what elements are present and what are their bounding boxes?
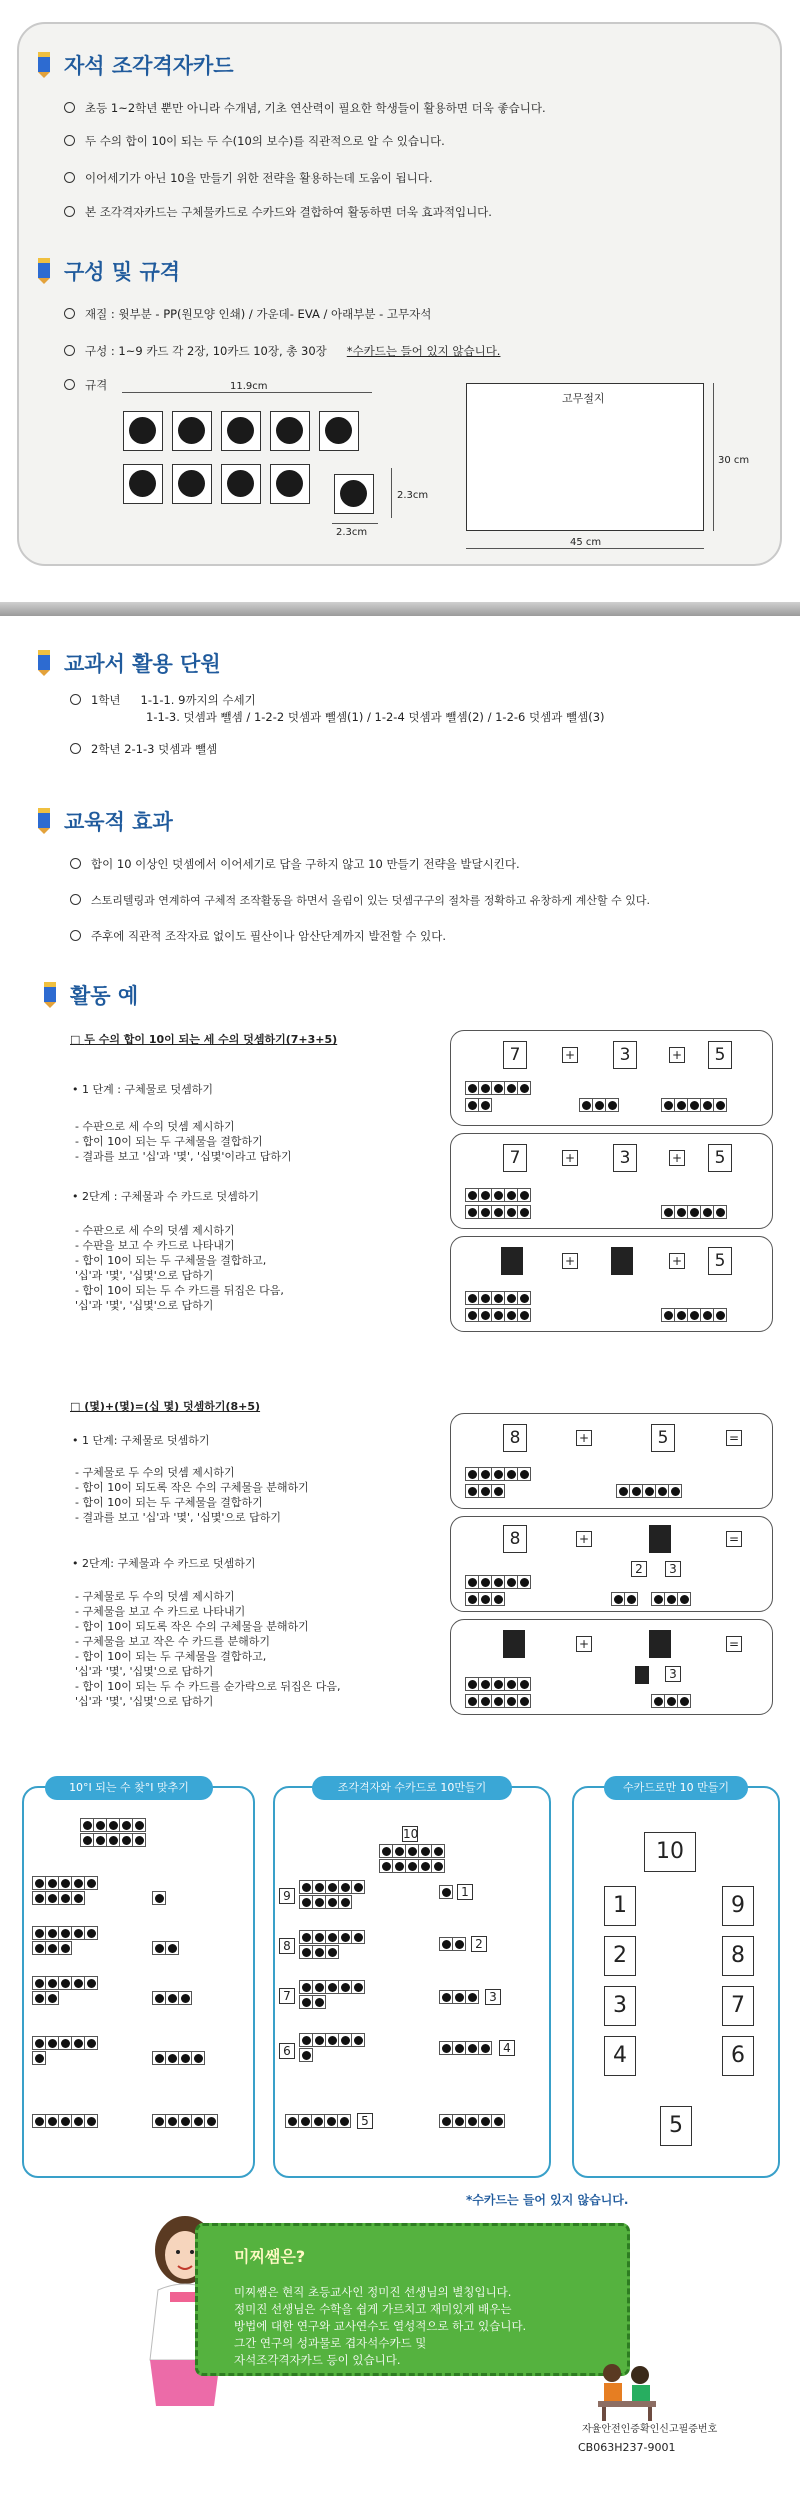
dimension-line xyxy=(122,392,372,393)
dimension-line xyxy=(713,383,714,531)
dot-grid-1 xyxy=(439,1885,452,1899)
material-line: 재질 : 윗부분 - PP(원모양 인쇄) / 가운데- EVA / 아래부분 - 고무자석 xyxy=(64,306,431,322)
grid-cell xyxy=(270,464,310,504)
dot-grid-5 xyxy=(152,2114,217,2128)
plus-card: + xyxy=(669,1253,685,1269)
activity1-panel1 xyxy=(450,1030,773,1126)
number-card: 8 xyxy=(503,1424,527,1452)
pencil-icon xyxy=(34,650,54,676)
dot-grid-1 xyxy=(152,1891,165,1905)
dimension-line xyxy=(391,468,392,518)
dot-grid-3 xyxy=(152,1991,191,2005)
number-card: 5 xyxy=(708,1247,732,1275)
dot-grid-2 xyxy=(439,1937,465,1951)
number-card-ten: 10 xyxy=(644,1832,696,1872)
activity1-panel2 xyxy=(450,1133,773,1229)
activity1-step2-line: - 합이 10이 되는 두 구체물을 결합하고, xyxy=(75,1254,267,1267)
dot-grid-7 xyxy=(32,1991,58,2005)
split-card: 2 xyxy=(631,1561,647,1577)
section-title-effect xyxy=(34,806,173,836)
cert-number: CB063H237-9001 xyxy=(578,2441,676,2454)
grid-cell xyxy=(319,411,359,451)
dot-grid-3 xyxy=(651,1592,690,1606)
activity2-step2: • 2단계: 구체물과 수 카드로 덧셈하기 xyxy=(72,1557,256,1570)
split-card: 3 xyxy=(665,1666,681,1682)
col-number-only-title: 수카드로만 10 만들기 xyxy=(604,1776,748,1800)
dot-grid-7 xyxy=(465,1081,530,1095)
flipped-card xyxy=(503,1630,525,1658)
dot-grid-6 xyxy=(32,2051,45,2065)
pencil-icon xyxy=(34,52,54,78)
equals-card: = xyxy=(726,1430,742,1446)
activity1-step2: • 2단계 : 구체물과 수 카드로 덧셈하기 xyxy=(72,1190,259,1203)
activity2-step1-line: - 구체물로 두 수의 덧셈 제시하기 xyxy=(75,1466,235,1479)
dot-grid-7 xyxy=(299,1980,364,1994)
activity2-step2-line: - 구체물을 보고 작은 수 카드를 분해하기 xyxy=(75,1635,270,1648)
split-card: 3 xyxy=(665,1561,681,1577)
composition-line: 구성 : 1~9 카드 각 2장, 10카드 10장, 총 30장 *수카드는 들어 있지 않습니다. xyxy=(64,343,500,359)
number-card: 1 xyxy=(457,1884,473,1900)
grid-cell xyxy=(270,411,310,451)
plus-card: + xyxy=(669,1047,685,1063)
cert-label: 자율안전인증확인신고필증번호 xyxy=(582,2424,718,2435)
profile-text-line: 미찌쌤은 현직 초등교사인 정미진 선생님의 별칭입니다. xyxy=(234,2285,512,2299)
equals-card: = xyxy=(726,1531,742,1547)
dot-grid-10 xyxy=(80,1833,145,1847)
pencil-icon xyxy=(34,258,54,284)
grid-cell xyxy=(221,464,261,504)
number-card: 6 xyxy=(279,2043,295,2059)
activity1-panel3 xyxy=(450,1236,773,1332)
rubber-sheet xyxy=(466,383,704,531)
activity1-step1-line: - 결과를 보고 '십'과 '몇', '십몇'이라고 답하기 xyxy=(75,1150,292,1163)
number-card: 9 xyxy=(279,1888,295,1904)
plus-card: + xyxy=(576,1430,592,1446)
dot-grid-9 xyxy=(32,1876,97,1890)
activity2-step1: • 1 단계: 구체물로 덧셈하기 xyxy=(72,1434,210,1447)
col-grid-number-panel xyxy=(273,1786,551,2178)
number-card: 9 xyxy=(722,1886,754,1926)
students-illustration xyxy=(592,2355,662,2425)
number-card: 8 xyxy=(503,1525,527,1553)
number-card: 4 xyxy=(499,2040,515,2056)
section-title-text: 구성 및 규격 xyxy=(64,260,181,284)
number-card: 8 xyxy=(279,1938,295,1954)
dot-grid-3 xyxy=(651,1694,690,1708)
spec-line: 규격 xyxy=(64,377,107,393)
dimension-small-width: 2.3cm xyxy=(336,527,368,538)
profile-text-line: 정미진 선생님은 수학을 쉽게 가르치고 재미있게 배우는 xyxy=(234,2302,512,2316)
dot-grid-8 xyxy=(32,1941,71,1955)
section-title-textbook xyxy=(34,648,221,678)
grade1-units: 1-1-3. 덧셈과 뺄셈 / 1-2-2 덧셈과 뺄셈(1) / 1-2-4 덧셈과 뺄셈(2) / 1-2-6 덧셈과 뺄셈(3) xyxy=(146,710,605,724)
profile-box xyxy=(195,2223,630,2376)
dot-grid-8 xyxy=(465,1467,530,1481)
number-card: 7 xyxy=(503,1144,527,1172)
profile-text-line: 방법에 대한 연구와 교사연수도 열성적으로 하고 있습니다. xyxy=(234,2319,527,2333)
number-card: 2 xyxy=(471,1936,487,1952)
dot-grid-9 xyxy=(299,1895,351,1909)
dot-grid-8 xyxy=(465,1484,504,1498)
activity1-step1-line: - 수판으로 세 수의 덧셈 제시하기 xyxy=(75,1120,235,1133)
profile-text xyxy=(234,2284,526,2369)
activity2-step2-line: - 합이 10이 되는 두 수 카드를 순가락으로 뒤집은 다음, xyxy=(75,1680,341,1693)
rubber-height: 30 cm xyxy=(718,455,750,466)
plus-card: + xyxy=(576,1636,592,1652)
number-card: 1 xyxy=(604,1886,636,1926)
plus-card: + xyxy=(669,1150,685,1166)
number-card: 3 xyxy=(613,1144,637,1172)
section-title-text: 교육적 효과 xyxy=(64,810,173,834)
dot-grid-2 xyxy=(611,1592,637,1606)
section-title-cards xyxy=(34,50,234,80)
dot-grid-2 xyxy=(152,1941,178,1955)
activity2-step2-line: '십'과 '몇', '십몇'으로 답하기 xyxy=(75,1695,214,1708)
equals-card: = xyxy=(726,1636,742,1652)
grade1-line: 1학년 1-1-1. 9까지의 수세기 xyxy=(70,692,256,708)
activity2-title: □ (몇)+(몇)=(십 몇) 덧셈하기(8+5) xyxy=(70,1400,261,1413)
number-card: 5 xyxy=(708,1144,732,1172)
activity1-step2-line: '십'과 '몇', '십몇'으로 답하기 xyxy=(75,1299,214,1312)
activity2-panel3 xyxy=(450,1619,773,1715)
flipped-card xyxy=(649,1525,671,1553)
activity2-step2-line: - 합이 10이 되는 두 구체물을 결합하고, xyxy=(75,1650,267,1663)
number-card: 2 xyxy=(604,1936,636,1976)
dot-grid-7 xyxy=(299,1995,325,2009)
number-card: 3 xyxy=(604,1986,636,2026)
number-card: 5 xyxy=(660,2106,692,2146)
no-number-cards-note: *수카드는 들어 있지 않습니다. xyxy=(466,2193,629,2207)
pencil-icon xyxy=(34,808,54,834)
col-number-only-panel xyxy=(572,1786,780,2178)
number-card: 7 xyxy=(503,1041,527,1069)
number-card: 5 xyxy=(651,1424,675,1452)
profile-text-line: 그간 연구의 성과물로 겹자석수카드 및 xyxy=(234,2336,427,2350)
intro-bullet: 이어세기가 아닌 10을 만들기 위한 전략을 활용하는데 도움이 됩니다. xyxy=(64,170,432,186)
grid-cell xyxy=(221,411,261,451)
dot-grid-10 xyxy=(465,1694,530,1708)
dot-grid-10 xyxy=(465,1677,530,1691)
intro-bullet: 본 조각격자카드는 구체물카드로 수카드와 결합하여 활동하면 더욱 효과적입니다. xyxy=(64,204,492,220)
dot-grid-5 xyxy=(32,2114,97,2128)
number-card: 3 xyxy=(485,1989,501,2005)
dot-grid-7 xyxy=(465,1098,491,1112)
activity1-step2-line: - 수판을 보고 수 카드로 나타내기 xyxy=(75,1239,235,1252)
number-card: 6 xyxy=(722,2036,754,2076)
plus-card: + xyxy=(562,1253,578,1269)
section-title-spec xyxy=(34,256,180,286)
dot-grid-6 xyxy=(32,2036,97,2050)
divider-band xyxy=(0,602,800,616)
flipped-card xyxy=(611,1247,633,1275)
number-card: 8 xyxy=(722,1936,754,1976)
dot-grid-9 xyxy=(32,1891,84,1905)
dot-grid-5 xyxy=(661,1308,726,1322)
activity2-step1-line: - 결과를 보고 '십'과 '몇', '십몇'으로 답하기 xyxy=(75,1511,281,1524)
pencil-icon xyxy=(40,982,60,1008)
section-title-activity xyxy=(40,980,138,1010)
activity2-step2-line: '십'과 '몇', '십몇'으로 답하기 xyxy=(75,1665,214,1678)
number-card: 10 xyxy=(403,1827,419,1841)
flipped-card xyxy=(649,1630,671,1658)
activity1-step1: • 1 단계 : 구체물로 덧셈하기 xyxy=(72,1083,213,1096)
activity2-step2-line: - 구체물을 보고 수 카드로 나타내기 xyxy=(75,1605,246,1618)
activity2-panel1 xyxy=(450,1413,773,1509)
dot-grid-7 xyxy=(32,1976,97,1990)
section-title-text: 교과서 활용 단원 xyxy=(64,652,221,676)
dot-grid-10 xyxy=(465,1308,530,1322)
dot-grid-8 xyxy=(299,1945,338,1959)
dimension-line xyxy=(332,523,378,524)
dot-grid-5 xyxy=(661,1098,726,1112)
single-grid-cell xyxy=(334,474,374,514)
grid-cell xyxy=(172,411,212,451)
rubber-sheet-label: 고무절지 xyxy=(562,392,605,405)
rubber-width: 45 cm xyxy=(570,537,602,548)
col-grid-number-title: 조각격자와 수카드로 10만들기 xyxy=(312,1776,512,1800)
flipped-split-card xyxy=(635,1666,649,1684)
dot-grid-10 xyxy=(379,1844,444,1858)
plus-card: + xyxy=(562,1150,578,1166)
section-title-text: 활동 예 xyxy=(70,984,139,1008)
grid-cell xyxy=(123,464,163,504)
dot-grid-10 xyxy=(80,1818,145,1832)
activity1-step2-line: - 수판으로 세 수의 덧셈 제시하기 xyxy=(75,1224,235,1237)
activity1-step2-line: - 합이 10이 되는 두 수 카드를 뒤집은 다음, xyxy=(75,1284,284,1297)
dot-grid-8 xyxy=(465,1592,504,1606)
dot-grid-10 xyxy=(465,1188,530,1202)
dot-grid-3 xyxy=(579,1098,618,1112)
col-match-panel xyxy=(22,1786,255,2178)
dot-grid-4 xyxy=(152,2051,204,2065)
col-match-title: 10°I 되는 수 찾°I 맞추기 xyxy=(45,1776,213,1800)
profile-title: 미찌쌤은? xyxy=(234,2247,306,2266)
grid-cell xyxy=(172,464,212,504)
dot-grid-5 xyxy=(439,2114,504,2128)
dot-grid-8 xyxy=(32,1926,97,1940)
effect-bullet: 합이 10 이상인 덧셈에서 이어세기로 답을 구하지 않고 10 만들기 전략을 발달시킨다. xyxy=(70,856,520,872)
effect-bullet: 스토리텔링과 연계하여 구체적 조작활동을 하면서 올림이 있는 덧셈구구의 절차를 정확하고 유창하게 계산할 수 있다. xyxy=(70,892,650,908)
dimension-width: 11.9cm xyxy=(230,381,268,392)
dimension-line xyxy=(466,548,704,549)
grade2-line: 2학년 2-1-3 덧셈과 뺄셈 xyxy=(70,741,217,757)
number-card: 4 xyxy=(604,2036,636,2076)
dot-grid-3 xyxy=(439,1990,478,2004)
dot-grid-10 xyxy=(379,1859,444,1873)
intro-bullet: 초등 1~2학년 뿐만 아니라 수개념, 기초 연산력이 필요한 학생들이 활용하면 더욱 좋습니다. xyxy=(64,100,546,116)
number-card: 5 xyxy=(357,2113,373,2129)
number-card: 5 xyxy=(708,1041,732,1069)
activity2-step2-line: - 합이 10이 되도록 작은 수의 구체물을 분해하기 xyxy=(75,1620,309,1633)
number-card: 7 xyxy=(722,1986,754,2026)
dot-grid-8 xyxy=(299,1930,364,1944)
grid-cell xyxy=(123,411,163,451)
profile-text-line: 자석조각격자카드 등이 있습니다. xyxy=(234,2353,401,2367)
dot-grid-10 xyxy=(465,1291,530,1305)
dot-grid-5 xyxy=(285,2114,350,2128)
number-card: 7 xyxy=(279,1988,295,2004)
plus-card: + xyxy=(562,1047,578,1063)
dot-grid-5 xyxy=(661,1205,726,1219)
activity1-title: □ 두 수의 합이 10이 되는 세 수의 덧셈하기(7+3+5) xyxy=(70,1033,338,1046)
dot-grid-6 xyxy=(299,2048,312,2062)
intro-bullet: 두 수의 합이 10이 되는 두 수(10의 보수)를 직관적으로 알 수 있습니다. xyxy=(64,133,445,149)
effect-bullet: 주후에 직관적 조작자료 없이도 필산이나 암산단계까지 발전할 수 있다. xyxy=(70,928,446,944)
activity2-step1-line: - 합이 10이 되도록 작은 수의 구체물을 분해하기 xyxy=(75,1481,309,1494)
number-card: 3 xyxy=(613,1041,637,1069)
dot-grid-4 xyxy=(439,2041,491,2055)
activity2-step2-line: - 구체물로 두 수의 덧셈 제시하기 xyxy=(75,1590,235,1603)
plus-card: + xyxy=(576,1531,592,1547)
section-title-text: 자석 조각격자카드 xyxy=(64,54,234,78)
dot-grid-8 xyxy=(465,1575,530,1589)
activity2-panel2 xyxy=(450,1516,773,1612)
activity2-step1-line: - 합이 10이 되는 두 구체물을 결합하기 xyxy=(75,1496,263,1509)
dot-grid-5 xyxy=(616,1484,681,1498)
activity1-step1-line: - 합이 10이 되는 두 구체물을 결합하기 xyxy=(75,1135,263,1148)
dot-grid-6 xyxy=(299,2033,364,2047)
flipped-card xyxy=(501,1247,523,1275)
dot-grid-10 xyxy=(465,1205,530,1219)
dimension-height: 2.3cm xyxy=(397,490,429,501)
dot-grid-9 xyxy=(299,1880,364,1894)
activity1-step2-line: '십'과 '몇', '십몇'으로 답하기 xyxy=(75,1269,214,1282)
